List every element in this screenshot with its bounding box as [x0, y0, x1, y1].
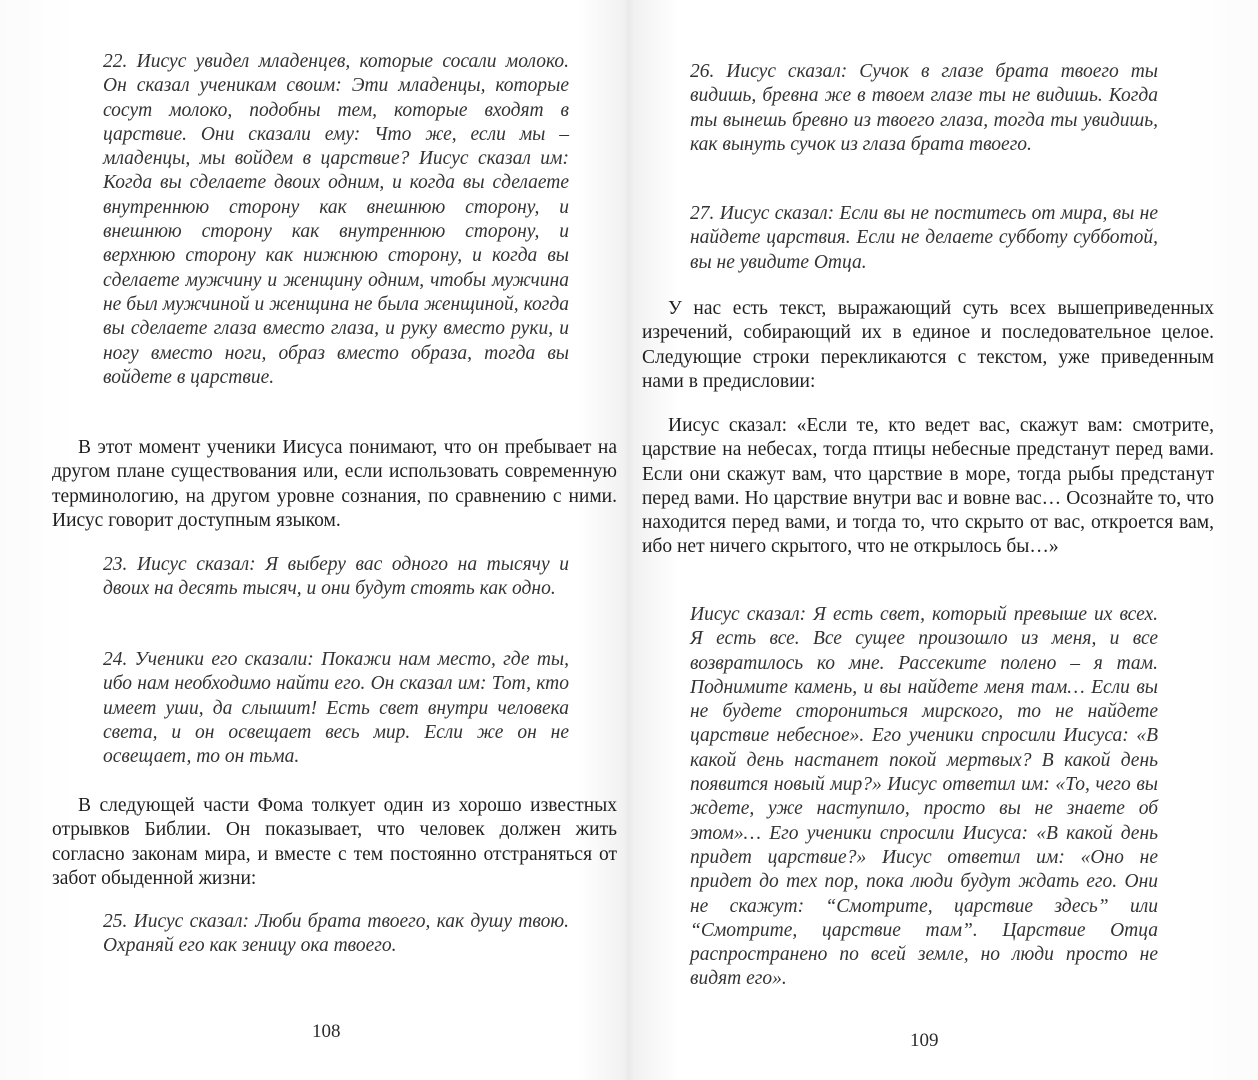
quote-22: 22. Иисус увидел младенцев, которые сосали молоко. Он сказал ученикам своим: Эти младенцы, которые сосут молоко, подобны тем, которые входят в царствие. Они сказали ему: Что же, если мы – младенцы, мы войдем в царствие? Иисус сказал им: Когда вы сделаете двоих одним, и когда вы сделаете внутреннюю сторону как внешнюю сторону, и внешнюю сторону как внутреннюю сторону, и верхнюю сторону как нижнюю сторону, и когда вы сделаете мужчину и женщину одним, чтобы мужчина не был мужчиной и женщина не была женщиной, когда вы сделаете глаза вместо глаза, и руку вместо руки, и ногу вместо ноги, образ вместо образа, тогда вы войдете в царствие.	[103, 51, 569, 388]
paragraph-thomas: В следующей части Фома толкует один из хорошо известных отрывков Библии. Он показывает, что человек должен жить согласно законам мира, и вместе с тем постоянно отстраняться от забот обыденной жизни:	[52, 795, 617, 889]
page-number-right: 109	[910, 1030, 939, 1051]
quote-25: 25. Иисус сказал: Люби брата твоего, как душу твою. Охраняй его как зеницу ока твоего.	[103, 911, 569, 957]
quote-final: Иисус сказал: Я есть свет, который превыше их всех. Я есть все. Все сущее произошло из меня, и все возвратилось ко мне. Рассеките полено – я там. Поднимите камень, и вы найдете меня там… Если вы не будете сторониться мирского, то не найдете царствие небесное». Его ученики спросили Иисуса: «В какой день настанет покой мертвых? В какой день появится новый мир?» Иисус ответил им: «То, чего вы ждете, уже наступило, просто вы не знаете об этом»… Его ученики спросили Иисуса: «В какой день придет царствие?» Иисус ответил им: «Оно не придет до тех пор, пока люди будут ждать его. Они не скажут: “Смотрите, царствие здесь” или “Смотрите, царствие там”. Царствие Отца распространено по всей земле, но люди просто не видят его».	[690, 604, 1158, 990]
page-number-left: 108	[312, 1021, 341, 1042]
quote-26: 26. Иисус сказал: Сучок в глазе брата твоего ты видишь, бревна же в твоем глазе ты не видишь. Когда ты вынешь бревно из твоего глаза, тогда ты увидишь, как вынуть сучок из глаза брата твоего.	[690, 61, 1158, 155]
paragraph-consciousness: В этот момент ученики Иисуса понимают, что он пребывает на другом плане существования или, если использовать современную терминологию, на другом уровне сознания, по сравнению с ними. Иисус говорит доступным языком.	[52, 437, 617, 531]
paragraph-kingdom: Иисус сказал: «Если те, кто ведет вас, скажут вам: смотрите, царствие на небесах, тогда птицы небесные предстанут перед вами. Если они скажут вам, что царствие в море, тогда рыбы предстанут перед вами. Но царствие внутри вас и вовне вас… Осознайте то, что находится перед вами, и тогда то, что скрыто от вас, откроется вам, ибо нет ничего скрытого, что не открылось бы…»	[642, 415, 1214, 558]
right-page	[629, 0, 1258, 1080]
quote-27: 27. Иисус сказал: Если вы не поститесь от мира, вы не найдете царствия. Если не делаете субботу субботой, вы не увидите Отца.	[690, 203, 1158, 273]
quote-23: 23. Иисус сказал: Я выберу вас одного на тысячу и двоих на десять тысяч, и они будут стоять как одно.	[103, 554, 569, 600]
quote-24: 24. Ученики его сказали: Покажи нам место, где ты, ибо нам необходимо найти его. Он сказал им: Тот, кто имеет уши, да слышит! Есть свет внутри человека света, и он освещает весь мир. Если же он не освещает, то он тьма.	[103, 649, 569, 768]
paragraph-summary: У нас есть текст, выражающий суть всех вышеприведенных изречений, собирающий их в единое и последовательное целое. Следующие строки перекликаются с текстом, уже приведенным нами в предисловии:	[642, 298, 1214, 392]
